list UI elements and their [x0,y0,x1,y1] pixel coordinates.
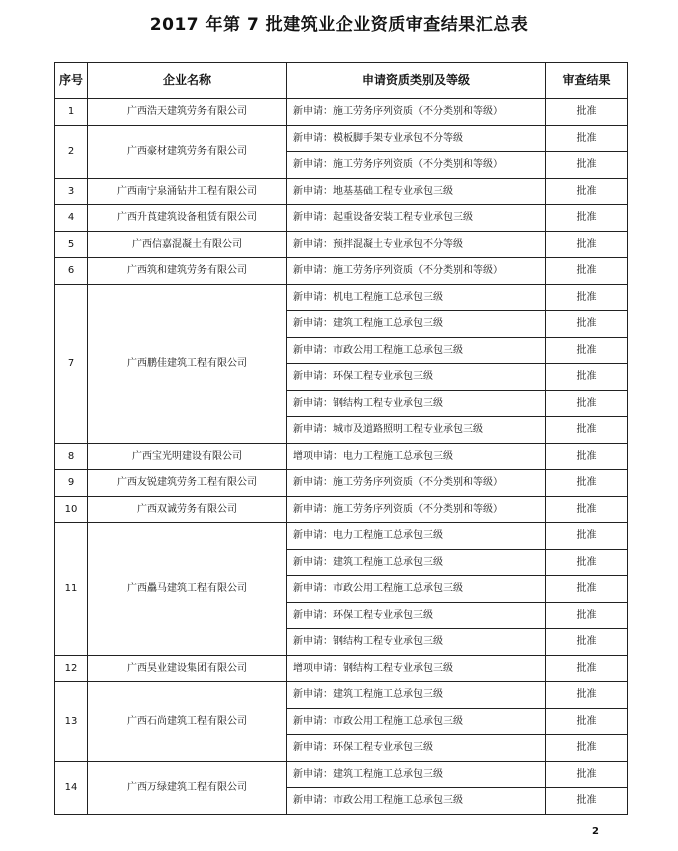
qualification-cell: 新申请：机电工程施工总承包三级 [287,284,546,311]
qualification-cell: 新申请：环保工程专业承包三级 [287,735,546,762]
result-cell: 批准 [546,708,628,735]
qualification-cell: 新申请：起重设备安装工程专业承包三级 [287,205,546,232]
result-cell: 批准 [546,655,628,682]
header-result: 审查结果 [546,63,628,99]
header-qualification: 申请资质类别及等级 [287,63,546,99]
table-row [55,655,628,682]
qualification-cell: 新申请：建筑工程施工总承包三级 [287,682,546,709]
company-name: 广西万绿建筑工程有限公司 [88,761,287,814]
table-row [55,231,628,258]
result-cell: 批准 [546,470,628,497]
page-number: 2 [592,826,599,837]
table-body [55,99,628,815]
row-number: 3 [55,178,88,205]
row-number: 10 [55,496,88,523]
result-cell: 批准 [546,125,628,152]
row-number: 9 [55,470,88,497]
row-number: 2 [55,125,88,178]
table-header-row [55,63,628,99]
result-cell: 批准 [546,549,628,576]
qualification-cell: 新申请：施工劳务序列资质（不分类别和等级） [287,470,546,497]
company-name: 广西升莨建筑设备租赁有限公司 [88,205,287,232]
result-cell: 批准 [546,788,628,815]
company-name: 广西双诚劳务有限公司 [88,496,287,523]
company-name: 广西信嘉混凝土有限公司 [88,231,287,258]
qualification-cell: 新申请：建筑工程施工总承包三级 [287,549,546,576]
result-cell: 批准 [546,761,628,788]
company-name: 广西浩天建筑劳务有限公司 [88,99,287,126]
row-number: 8 [55,443,88,470]
table-row [55,523,628,550]
qualification-cell: 新申请：施工劳务序列资质（不分类别和等级） [287,152,546,179]
header-company: 企业名称 [88,63,287,99]
result-cell: 批准 [546,258,628,285]
qualification-cell: 新申请：钢结构工程专业承包三级 [287,390,546,417]
result-cell: 批准 [546,337,628,364]
company-name: 广西豪材建筑劳务有限公司 [88,125,287,178]
qualification-cell: 新申请：钢结构工程专业承包三级 [287,629,546,656]
table-row [55,496,628,523]
qualification-cell: 增项申请：电力工程施工总承包三级 [287,443,546,470]
qualification-cell: 增项申请：钢结构工程专业承包三级 [287,655,546,682]
result-cell: 批准 [546,364,628,391]
qualification-cell: 新申请：环保工程专业承包三级 [287,364,546,391]
result-cell: 批准 [546,390,628,417]
company-name: 广西宝光明建设有限公司 [88,443,287,470]
table-row [55,99,628,126]
result-cell: 批准 [546,417,628,444]
result-cell: 批准 [546,178,628,205]
company-name: 广西昊业建设集团有限公司 [88,655,287,682]
qualification-cell: 新申请：市政公用工程施工总承包三级 [287,788,546,815]
qualification-cell: 新申请：市政公用工程施工总承包三级 [287,576,546,603]
result-cell: 批准 [546,496,628,523]
table-row [55,205,628,232]
qualification-cell: 新申请：市政公用工程施工总承包三级 [287,337,546,364]
table-row [55,761,628,788]
qualification-cell: 新申请：电力工程施工总承包三级 [287,523,546,550]
table-row [55,178,628,205]
result-cell: 批准 [546,443,628,470]
row-number: 5 [55,231,88,258]
header-no: 序号 [55,63,88,99]
row-number: 7 [55,284,88,443]
company-name: 广西友锐建筑劳务工程有限公司 [88,470,287,497]
qualification-cell: 新申请：施工劳务序列资质（不分类别和等级） [287,99,546,126]
document-title: 2017 年第 7 批建筑业企业资质审查结果汇总表 [149,15,529,35]
table-row [55,258,628,285]
result-cell: 批准 [546,629,628,656]
result-cell: 批准 [546,205,628,232]
qualification-cell: 新申请：市政公用工程施工总承包三级 [287,708,546,735]
result-cell: 批准 [546,231,628,258]
row-number: 13 [55,682,88,762]
qualification-cell: 新申请：施工劳务序列资质（不分类别和等级） [287,258,546,285]
qualification-cell: 新申请：环保工程专业承包三级 [287,602,546,629]
table-row [55,443,628,470]
row-number: 4 [55,205,88,232]
qualification-cell: 新申请：地基基础工程专业承包三级 [287,178,546,205]
qualification-cell: 新申请：预拌混凝土专业承包不分等级 [287,231,546,258]
table-row [55,125,628,152]
row-number: 12 [55,655,88,682]
result-cell: 批准 [546,523,628,550]
result-cell: 批准 [546,576,628,603]
table-row [55,284,628,311]
company-name: 广西鹏佳建筑工程有限公司 [88,284,287,443]
result-cell: 批准 [546,735,628,762]
result-cell: 批准 [546,152,628,179]
qualification-cell: 新申请：模板脚手架专业承包不分等级 [287,125,546,152]
row-number: 14 [55,761,88,814]
result-cell: 批准 [546,602,628,629]
company-name: 广西石尚建筑工程有限公司 [88,682,287,762]
result-cell: 批准 [546,284,628,311]
company-name: 广西南宁泉涌钻井工程有限公司 [88,178,287,205]
qualification-cell: 新申请：建筑工程施工总承包三级 [287,761,546,788]
result-cell: 批准 [546,682,628,709]
row-number: 6 [55,258,88,285]
result-cell: 批准 [546,311,628,338]
qualification-cell: 新申请：建筑工程施工总承包三级 [287,311,546,338]
company-name: 广西驫马建筑工程有限公司 [88,523,287,656]
qualification-cell: 新申请：施工劳务序列资质（不分类别和等级） [287,496,546,523]
qualification-cell: 新申请：城市及道路照明工程专业承包三级 [287,417,546,444]
row-number: 11 [55,523,88,656]
table-row [55,470,628,497]
results-table [54,62,628,815]
row-number: 1 [55,99,88,126]
result-cell: 批准 [546,99,628,126]
company-name: 广西筑和建筑劳务有限公司 [88,258,287,285]
table-row [55,682,628,709]
